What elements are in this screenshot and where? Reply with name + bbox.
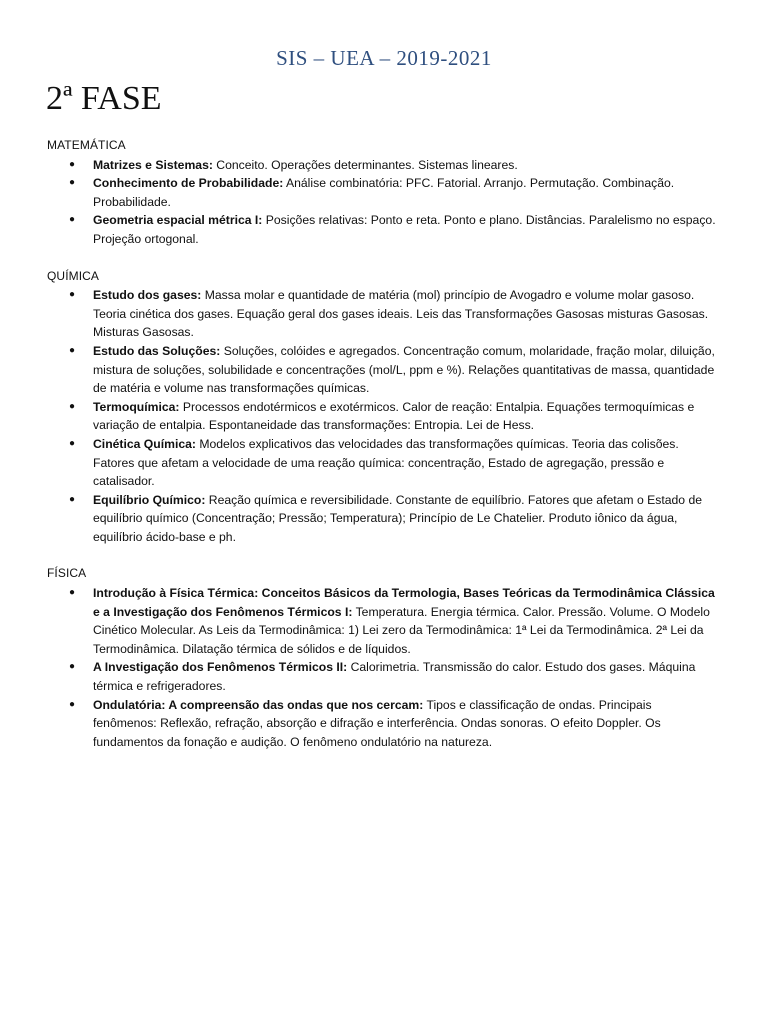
- bullet-icon: ●: [69, 289, 76, 301]
- section-title: FÍSICA: [47, 566, 87, 581]
- topic-name: Matrizes e Sistemas:: [93, 157, 213, 172]
- topic-description: Posições relativas: Ponto e reta. Ponto e plano. Distâncias. Paralelismo no espaço. Projeção ortogonal.: [93, 213, 716, 246]
- topic-list: [47, 584, 717, 751]
- topic-description: Massa molar e quantidade de matéria (mol) princípio de Avogadro e volume molar gasoso. Teoria cinética dos gases. Equação geral dos gases ideais. Leis das Transformações Gasosas misturas Gasosas. Misturas Gasosas.: [93, 288, 709, 340]
- topic-name: Termoquímica:: [93, 399, 180, 414]
- bullet-icon: ●: [69, 587, 76, 599]
- topic-name: Cinética Química:: [93, 436, 196, 451]
- section-quimica: [47, 267, 717, 547]
- topic-description: Modelos explicativos das velocidades das transformações químicas. Teoria das colisões. Fatores que afetam a velocidade de uma reação química: concentração, Estado de agregação, pressão e catalisador.: [93, 436, 679, 489]
- list-item: [47, 491, 717, 547]
- list-item: [47, 211, 717, 248]
- topic-name: Conhecimento de Probabilidade:: [93, 176, 284, 191]
- bullet-icon: ●: [69, 661, 76, 673]
- list-item: [47, 584, 717, 658]
- list-item: [47, 156, 717, 175]
- list-item: [47, 696, 717, 752]
- topic-name: Introdução à Física Térmica: Conceitos Básicos da Termologia, Bases Teóricas da Termodinâmica Clássica e a Investigação dos Fenômenos Térmicos I:: [93, 586, 715, 619]
- topic-name: Geometria espacial métrica I:: [93, 213, 263, 228]
- list-item: [47, 435, 717, 491]
- topic-description: Temperatura. Energia térmica. Calor. Pressão. Volume. O Modelo Cinético Molecular. As Leis da Termodinâmica: 1) Lei zero da Termodinâmica: 1ª Lei da Termodinâmica. 2ª Lei da Termodinâmica. Dilatação térmica de sólidos e de líquidos.: [93, 604, 710, 656]
- topic-name: Estudo dos gases:: [93, 288, 202, 303]
- list-item: [47, 286, 717, 342]
- list-item: [47, 342, 717, 398]
- bullet-icon: ●: [69, 698, 76, 710]
- topic-name: Estudo das Soluções:: [93, 343, 221, 358]
- topic-description: Tipos e classificação de ondas. Principais fenômenos: Reflexão, refração, absorção e difração e interferência. Ondas sonoras. O efeito Doppler. Os fundamentos da fonação e audição. O fenômeno ondulatório na natureza.: [93, 697, 661, 749]
- bullet-icon: ●: [69, 158, 76, 170]
- bullet-icon: ●: [69, 400, 76, 412]
- topic-name: A Investigação dos Fenômenos Térmicos II:: [93, 660, 348, 675]
- document-content: [47, 136, 717, 769]
- document-header: SIS – UEA – 2019-2021: [276, 46, 492, 70]
- topic-list: [47, 286, 717, 546]
- topic-name: Ondulatória: A compreensão das ondas que nos cercam:: [93, 697, 424, 712]
- topic-description: Calorimetria. Transmissão do calor. Estudo dos gases. Máquina térmica e refrigeradores.: [93, 660, 696, 694]
- topic-description: Análise combinatória: PFC. Fatorial. Arranjo. Permutação. Combinação. Probabilidade.: [93, 176, 675, 209]
- topic-description: Reação química e reversibilidade. Constante de equilíbrio. Fatores que afetam o Estado de equilíbrio químico (Concentração; Pressão; Temperatura); Princípio de Le Chatelier. Produto iônico da água, equilíbrio ácido-base e ph.: [93, 492, 702, 544]
- section-title: MATEMÁTICA: [47, 138, 126, 152]
- bullet-icon: ●: [69, 437, 76, 449]
- phase-title: 2ª FASE: [46, 80, 162, 117]
- topic-name: Equilíbrio Químico:: [93, 492, 206, 507]
- section-fisica: [47, 564, 717, 751]
- bullet-icon: ●: [69, 493, 76, 505]
- topic-description: Processos endotérmicos e exotérmicos. Calor de reação: Entalpia. Equações termoquímicas e variação de entalpia. Espontaneidade das transformações: Entropia. Lei de Hess.: [93, 399, 695, 433]
- bullet-icon: ●: [69, 344, 76, 356]
- section-title: QUÍMICA: [47, 268, 100, 283]
- bullet-icon: ●: [69, 177, 76, 189]
- topic-description: Conceito. Operações determinantes. Sistemas lineares.: [212, 157, 518, 172]
- topic-description: Soluções, colóides e agregados. Concentração comum, molaridade, fração molar, diluição, mistura de soluções, solubilidade e concentrações (mol/L, ppm e %). Relações quantitativas de massa, quantidade de matéria e volume nas transformações químicas.: [93, 343, 715, 396]
- section-matematica: [47, 136, 717, 249]
- bullet-icon: ●: [69, 214, 76, 226]
- list-item: [47, 658, 717, 695]
- topic-list: [47, 156, 717, 249]
- list-item: [47, 398, 717, 435]
- list-item: [47, 174, 717, 211]
